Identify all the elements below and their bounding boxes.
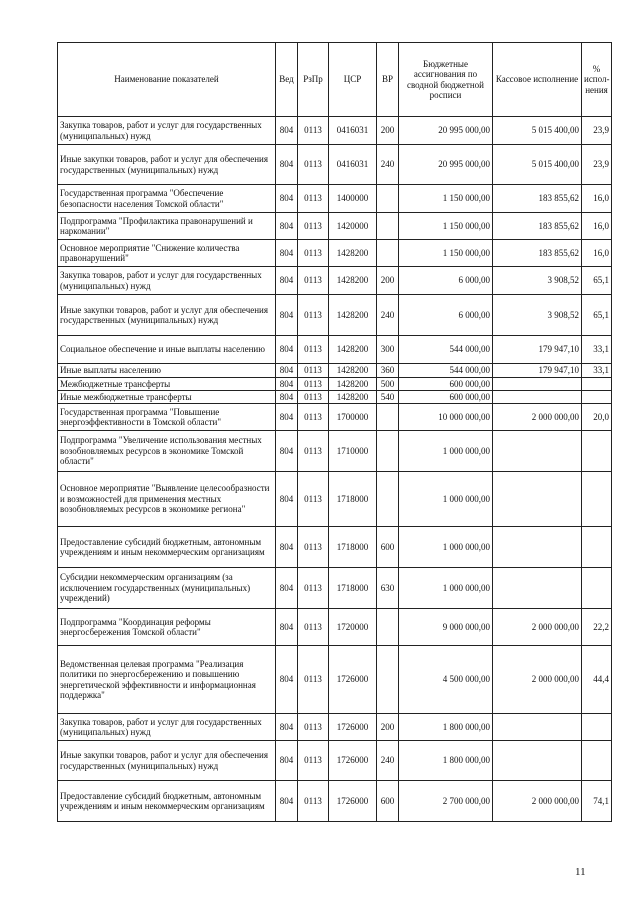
row-ved: 804 [276,404,298,431]
row-ved: 804 [276,240,298,267]
row-cash: 3 908,52 [493,295,582,336]
row-cash: 179 947,10 [493,364,582,378]
row-ved: 804 [276,213,298,240]
row-csr: 1428200 [329,364,377,378]
row-cash [493,378,582,391]
row-assignment: 544 000,00 [399,336,493,364]
table-row [58,472,612,527]
row-assignment: 1 000 000,00 [399,527,493,568]
row-csr: 1726000 [329,781,377,822]
row-percent [582,472,612,527]
table-header-row [58,43,612,117]
row-percent [582,568,612,609]
row-csr: 1726000 [329,646,377,714]
row-name: Иные закупки товаров, работ и услуг для обеспечения государственных (муниципальных) нужд [58,145,276,185]
row-assignment: 4 500 000,00 [399,646,493,714]
row-vr [377,213,399,240]
row-ved: 804 [276,336,298,364]
budget-table [57,42,612,822]
row-percent: 33,1 [582,364,612,378]
row-name: Закупка товаров, работ и услуг для государственных (муниципальных) нужд [58,267,276,295]
row-percent [582,714,612,741]
row-cash: 2 000 000,00 [493,781,582,822]
header-vr: ВР [377,43,399,117]
row-csr: 1720000 [329,609,377,646]
row-vr: 200 [377,267,399,295]
table-row [58,240,612,267]
row-name: Иные закупки товаров, работ и услуг для обеспечения государственных (муниципальных) нужд [58,741,276,781]
row-percent: 16,0 [582,240,612,267]
row-name: Подпрограмма "Координация реформы энергосбережения Томской области" [58,609,276,646]
row-name: Основное мероприятие "Выявление целесообразности и возможностей для применения местных возобновляемых ресурсов в экономике региона" [58,472,276,527]
table-row [58,213,612,240]
row-assignment: 1 000 000,00 [399,431,493,472]
row-assignment: 1 000 000,00 [399,568,493,609]
row-name: Иные закупки товаров, работ и услуг для обеспечения государственных (муниципальных) нужд [58,295,276,336]
row-assignment: 10 000 000,00 [399,404,493,431]
row-csr: 1428200 [329,240,377,267]
row-vr: 240 [377,145,399,185]
row-cash: 183 855,62 [493,185,582,213]
table-row [58,527,612,568]
row-rzpr: 0113 [298,527,329,568]
row-csr: 1718000 [329,472,377,527]
row-ved: 804 [276,364,298,378]
row-csr: 1400000 [329,185,377,213]
row-assignment: 600 000,00 [399,391,493,404]
row-cash [493,741,582,781]
row-ved: 804 [276,527,298,568]
row-percent: 65,1 [582,267,612,295]
table-row [58,364,612,378]
table-row [58,267,612,295]
row-cash [493,714,582,741]
row-percent [582,431,612,472]
row-csr: 0416031 [329,117,377,145]
row-ved: 804 [276,568,298,609]
row-csr: 1428200 [329,378,377,391]
row-vr: 540 [377,391,399,404]
row-vr [377,472,399,527]
table-row [58,609,612,646]
row-cash: 5 015 400,00 [493,145,582,185]
table-row [58,185,612,213]
table-row [58,378,612,391]
row-ved: 804 [276,185,298,213]
row-percent: 23,9 [582,145,612,185]
row-rzpr: 0113 [298,741,329,781]
row-assignment: 1 150 000,00 [399,240,493,267]
row-assignment: 6 000,00 [399,295,493,336]
row-assignment: 1 800 000,00 [399,714,493,741]
row-cash [493,527,582,568]
row-ved: 804 [276,781,298,822]
table-row [58,741,612,781]
row-vr [377,431,399,472]
row-name: Иные межбюджетные трансферты [58,391,276,404]
row-vr: 600 [377,527,399,568]
row-ved: 804 [276,391,298,404]
table-row [58,781,612,822]
row-rzpr: 0113 [298,240,329,267]
row-rzpr: 0113 [298,609,329,646]
row-name: Подпрограмма "Увеличение использования местных возобновляемых ресурсов в экономике Томской области" [58,431,276,472]
row-percent: 20,0 [582,404,612,431]
row-csr: 1428200 [329,295,377,336]
row-csr: 0416031 [329,145,377,185]
row-name: Закупка товаров, работ и услуг для государственных (муниципальных) нужд [58,714,276,741]
table-row [58,145,612,185]
row-ved: 804 [276,431,298,472]
row-assignment: 20 995 000,00 [399,145,493,185]
row-vr: 200 [377,117,399,145]
row-ved: 804 [276,295,298,336]
row-percent [582,378,612,391]
table-row [58,295,612,336]
row-cash [493,391,582,404]
row-csr: 1718000 [329,527,377,568]
row-name: Подпрограмма "Профилактика правонарушений и наркомании" [58,213,276,240]
header-rzpr: РзПр [298,43,329,117]
row-rzpr: 0113 [298,781,329,822]
row-rzpr: 0113 [298,336,329,364]
row-name: Иные выплаты населению [58,364,276,378]
row-rzpr: 0113 [298,646,329,714]
row-cash: 2 000 000,00 [493,646,582,714]
row-assignment: 1 800 000,00 [399,741,493,781]
row-vr: 500 [377,378,399,391]
row-cash: 183 855,62 [493,240,582,267]
row-vr [377,404,399,431]
row-assignment: 1 150 000,00 [399,213,493,240]
row-vr [377,609,399,646]
row-percent [582,741,612,781]
row-name: Межбюджетные трансферты [58,378,276,391]
row-rzpr: 0113 [298,213,329,240]
row-percent: 74,1 [582,781,612,822]
row-csr: 1428200 [329,267,377,295]
row-percent: 16,0 [582,185,612,213]
row-csr: 1710000 [329,431,377,472]
table-row [58,391,612,404]
row-cash [493,568,582,609]
row-csr: 1700000 [329,404,377,431]
row-assignment: 9 000 000,00 [399,609,493,646]
row-rzpr: 0113 [298,431,329,472]
row-name: Государственная программа "Обеспечение безопасности населения Томской области" [58,185,276,213]
row-cash [493,431,582,472]
row-ved: 804 [276,646,298,714]
row-cash: 179 947,10 [493,336,582,364]
row-assignment: 6 000,00 [399,267,493,295]
row-assignment: 20 995 000,00 [399,117,493,145]
row-name: Социальное обеспечение и иные выплаты населению [58,336,276,364]
row-vr: 300 [377,336,399,364]
row-rzpr: 0113 [298,391,329,404]
row-assignment: 600 000,00 [399,378,493,391]
row-percent: 33,1 [582,336,612,364]
row-csr: 1420000 [329,213,377,240]
row-vr: 200 [377,714,399,741]
table-row [58,646,612,714]
row-ved: 804 [276,378,298,391]
row-ved: 804 [276,472,298,527]
row-rzpr: 0113 [298,185,329,213]
table-row [58,117,612,145]
row-name: Предоставление субсидий бюджетным, автономным учреждениям и иным некоммерческим организациям [58,527,276,568]
row-rzpr: 0113 [298,145,329,185]
row-rzpr: 0113 [298,378,329,391]
header-name: Наименование показателей [58,43,276,117]
row-percent: 22,2 [582,609,612,646]
row-vr: 240 [377,295,399,336]
row-assignment: 2 700 000,00 [399,781,493,822]
row-vr: 630 [377,568,399,609]
header-ved: Вед [276,43,298,117]
row-cash: 183 855,62 [493,213,582,240]
table-row [58,431,612,472]
header-percent-execution: % испол-нения [582,43,612,117]
row-name: Ведомственная целевая программа "Реализация политики по энергосбережению и повышению энергетической эффективности и информационная поддержка" [58,646,276,714]
row-name: Закупка товаров, работ и услуг для государственных (муниципальных) нужд [58,117,276,145]
row-name: Субсидии некоммерческим организациям (за исключением государственных (муниципальных) учреждений) [58,568,276,609]
row-vr [377,240,399,267]
row-rzpr: 0113 [298,295,329,336]
row-percent [582,527,612,568]
row-cash: 2 000 000,00 [493,609,582,646]
row-ved: 804 [276,145,298,185]
row-assignment: 544 000,00 [399,364,493,378]
row-percent: 44,4 [582,646,612,714]
table-row [58,404,612,431]
row-csr: 1726000 [329,714,377,741]
row-assignment: 1 000 000,00 [399,472,493,527]
row-assignment: 1 150 000,00 [399,185,493,213]
row-cash: 3 908,52 [493,267,582,295]
row-vr: 360 [377,364,399,378]
header-assignments: Бюджетные ассигнования по сводной бюджетной росписи [399,43,493,117]
row-ved: 804 [276,609,298,646]
row-rzpr: 0113 [298,714,329,741]
row-rzpr: 0113 [298,267,329,295]
row-vr: 600 [377,781,399,822]
header-csr: ЦСР [329,43,377,117]
row-vr: 240 [377,741,399,781]
row-cash [493,472,582,527]
row-cash: 5 015 400,00 [493,117,582,145]
row-vr [377,646,399,714]
row-rzpr: 0113 [298,404,329,431]
row-percent: 23,9 [582,117,612,145]
table-row [58,714,612,741]
row-cash: 2 000 000,00 [493,404,582,431]
header-cash-execution: Кассовое исполнение [493,43,582,117]
row-name: Предоставление субсидий бюджетным, автономным учреждениям и иным некоммерческим организациям [58,781,276,822]
row-rzpr: 0113 [298,117,329,145]
page-number: 11 [575,866,586,878]
table-row [58,336,612,364]
document-page [57,42,611,822]
row-vr [377,185,399,213]
row-ved: 804 [276,267,298,295]
row-csr: 1428200 [329,336,377,364]
row-rzpr: 0113 [298,472,329,527]
row-ved: 804 [276,714,298,741]
row-csr: 1428200 [329,391,377,404]
row-rzpr: 0113 [298,364,329,378]
row-csr: 1726000 [329,741,377,781]
table-row [58,568,612,609]
row-csr: 1718000 [329,568,377,609]
row-percent: 16,0 [582,213,612,240]
row-percent: 65,1 [582,295,612,336]
row-name: Государственная программа "Повышение энергоэффективности в Томской области" [58,404,276,431]
row-ved: 804 [276,741,298,781]
row-ved: 804 [276,117,298,145]
row-name: Основное мероприятие "Снижение количества правонарушений" [58,240,276,267]
row-percent [582,391,612,404]
row-rzpr: 0113 [298,568,329,609]
